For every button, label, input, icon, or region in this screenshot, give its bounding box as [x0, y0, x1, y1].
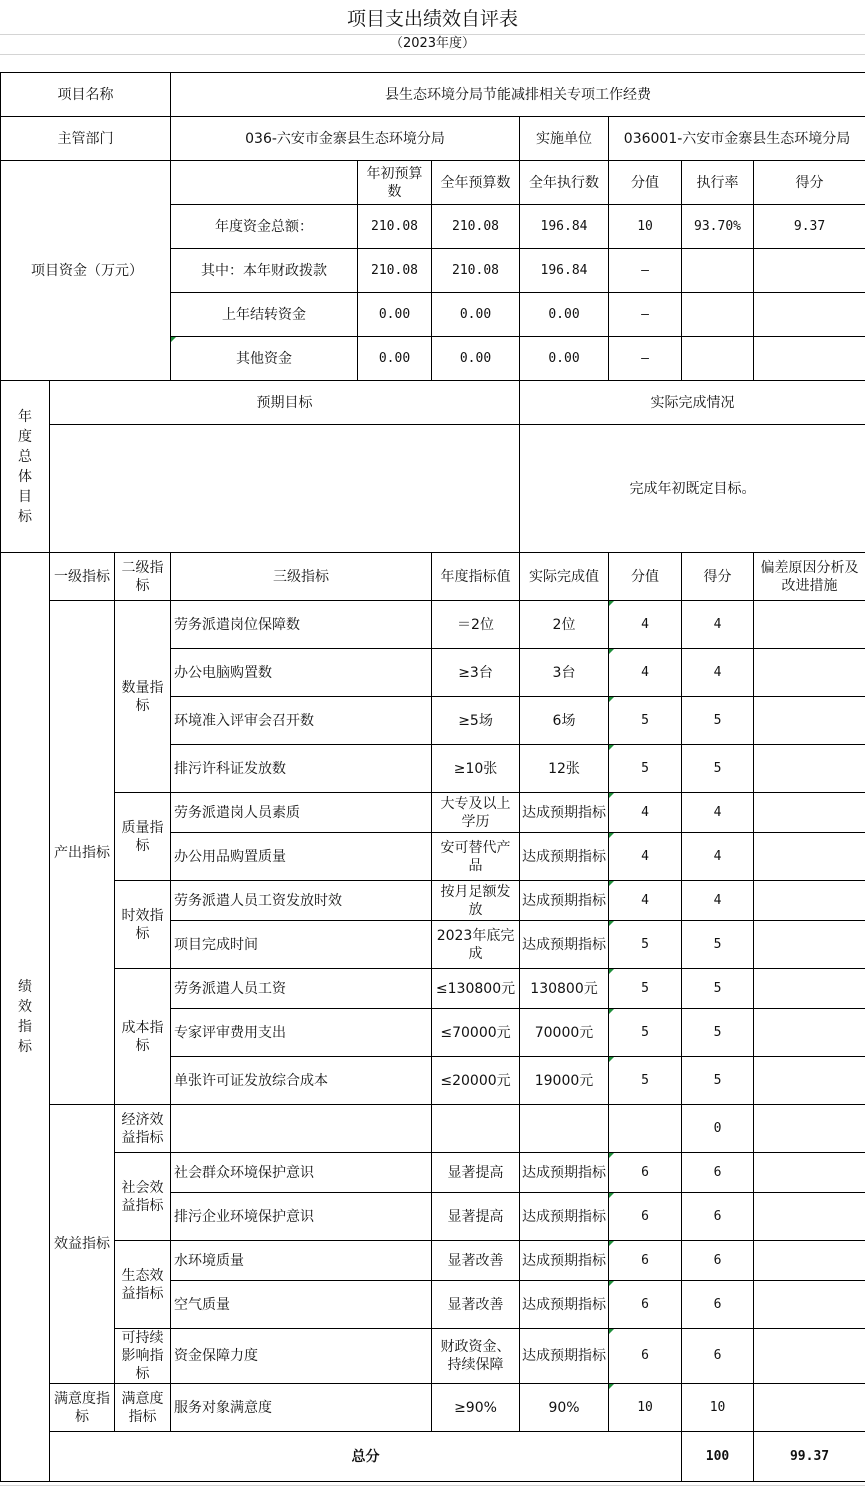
funds-cell: 0.00	[432, 337, 520, 381]
indicator-header: 得分	[682, 553, 754, 601]
total-score: 100	[682, 1432, 754, 1482]
funds-row-label: 其中：本年财政拨款	[171, 249, 358, 293]
indicator-header: 实际完成值	[520, 553, 609, 601]
indicator-actual: 达成预期指标	[520, 1329, 609, 1384]
indicator-score	[609, 1105, 682, 1153]
indicator-note	[754, 1153, 865, 1193]
indicator-name: 资金保障力度	[171, 1329, 432, 1384]
indicator-actual: 19000元	[520, 1057, 609, 1105]
indicator-target: ≥90%	[432, 1384, 520, 1432]
sheet-title: 项目支出绩效自评表	[346, 8, 518, 30]
indicator-note	[754, 1281, 865, 1329]
indicator-actual: 达成预期指标	[520, 833, 609, 881]
indicator-got: 0	[682, 1105, 754, 1153]
indicator-got: 5	[682, 921, 754, 969]
funds-cell: 0.00	[358, 293, 432, 337]
indicator-actual: 2位	[520, 601, 609, 649]
indicator-name: 环境准入评审会召开数	[171, 697, 432, 745]
indicator-got: 5	[682, 1009, 754, 1057]
indicator-note	[754, 1057, 865, 1105]
funds-cell	[682, 249, 754, 293]
funds-cell: 210.08	[358, 205, 432, 249]
indicator-actual: 达成预期指标	[520, 1281, 609, 1329]
indicator-note	[754, 1193, 865, 1241]
grid-line	[0, 34, 865, 35]
dept-label: 主管部门	[1, 117, 171, 161]
indicator-got: 6	[682, 1153, 754, 1193]
indicator-note	[754, 1009, 865, 1057]
indicator-actual: 达成预期指标	[520, 1153, 609, 1193]
indicator-name: 劳务派遣人员工资	[171, 969, 432, 1009]
indicator-score: 4	[609, 601, 682, 649]
funds-cell: 210.08	[432, 205, 520, 249]
level2-timeliness: 时效指标	[115, 881, 171, 969]
funds-header: 全年执行数	[520, 161, 609, 205]
indicator-header: 年度指标值	[432, 553, 520, 601]
indicator-note	[754, 833, 865, 881]
performance-indicator-label: 绩效指标	[1, 553, 50, 1482]
expected-goal-header: 预期目标	[50, 381, 520, 425]
indicator-score: 10	[609, 1384, 682, 1432]
funds-header: 分值	[609, 161, 682, 205]
indicator-got: 5	[682, 697, 754, 745]
indicator-name: 专家评审费用支出	[171, 1009, 432, 1057]
indicator-score: 6	[609, 1193, 682, 1241]
level2-sustainable: 可持续影响指标	[115, 1329, 171, 1384]
indicator-score: 4	[609, 793, 682, 833]
indicator-name: 劳务派遣岗人员素质	[171, 793, 432, 833]
level1-satisfaction: 满意度指标	[50, 1384, 115, 1432]
indicator-got: 5	[682, 1057, 754, 1105]
indicator-target: ＝2位	[432, 601, 520, 649]
indicator-actual: 12张	[520, 745, 609, 793]
level2-quality: 质量指标	[115, 793, 171, 881]
indicator-name	[171, 1105, 432, 1153]
indicator-score: 6	[609, 1281, 682, 1329]
funds-cell: 196.84	[520, 249, 609, 293]
indicator-name: 服务对象满意度	[171, 1384, 432, 1432]
indicator-got: 6	[682, 1281, 754, 1329]
total-label: 总分	[50, 1432, 682, 1482]
level2-social: 社会效益指标	[115, 1153, 171, 1241]
self-evaluation-table	[0, 72, 865, 1482]
sheet-subtitle: （2023年度）	[389, 36, 476, 51]
indicator-score: 5	[609, 697, 682, 745]
funds-cell: 0.00	[520, 293, 609, 337]
grid-line	[0, 1485, 865, 1486]
indicator-actual: 达成预期指标	[520, 881, 609, 921]
level2-ecological: 生态效益指标	[115, 1241, 171, 1329]
indicator-score: 5	[609, 969, 682, 1009]
indicator-note	[754, 1384, 865, 1432]
indicator-got: 4	[682, 601, 754, 649]
funds-cell: 9.37	[754, 205, 865, 249]
indicator-score: 5	[609, 921, 682, 969]
funds-cell	[682, 293, 754, 337]
funds-cell: —	[609, 293, 682, 337]
indicator-got: 5	[682, 969, 754, 1009]
indicator-name: 社会群众环境保护意识	[171, 1153, 432, 1193]
level2-cost: 成本指标	[115, 969, 171, 1105]
indicator-got: 6	[682, 1193, 754, 1241]
indicator-note	[754, 881, 865, 921]
indicator-note	[754, 649, 865, 697]
indicator-target: 安可替代产品	[432, 833, 520, 881]
impl-label: 实施单位	[520, 117, 609, 161]
funds-cell: 0.00	[358, 337, 432, 381]
indicator-note	[754, 969, 865, 1009]
funds-cell: 196.84	[520, 205, 609, 249]
funds-cell: 0.00	[520, 337, 609, 381]
actual-result-header: 实际完成情况	[520, 381, 865, 425]
actual-result-value: 完成年初既定目标。	[520, 425, 865, 553]
indicator-header: 分值	[609, 553, 682, 601]
funds-cell	[754, 337, 865, 381]
indicator-actual: 达成预期指标	[520, 1241, 609, 1281]
indicator-note	[754, 1105, 865, 1153]
grid-line	[0, 54, 865, 55]
indicator-score: 4	[609, 649, 682, 697]
indicator-actual: 达成预期指标	[520, 1193, 609, 1241]
indicator-got: 4	[682, 833, 754, 881]
indicator-target: 显著改善	[432, 1241, 520, 1281]
funds-header: 全年预算数	[432, 161, 520, 205]
indicator-score: 6	[609, 1153, 682, 1193]
indicator-target: ≤130800元	[432, 969, 520, 1009]
indicator-target: ≥3台	[432, 649, 520, 697]
indicator-target: 财政资金、持续保障	[432, 1329, 520, 1384]
indicator-name: 劳务派遣岗位保障数	[171, 601, 432, 649]
funds-cell: 93.70%	[682, 205, 754, 249]
funds-header: 得分	[754, 161, 865, 205]
annual-goal-label: 年度总体目标	[1, 381, 50, 553]
indicator-score: 6	[609, 1241, 682, 1281]
level2-quantity: 数量指标	[115, 601, 171, 793]
funds-cell	[682, 337, 754, 381]
indicator-target: ≥5场	[432, 697, 520, 745]
funds-header: 年初预算数	[358, 161, 432, 205]
indicator-actual: 3台	[520, 649, 609, 697]
indicator-got: 6	[682, 1329, 754, 1384]
indicator-header: 一级指标	[50, 553, 115, 601]
indicator-target: 按月足额发放	[432, 881, 520, 921]
indicator-got: 4	[682, 649, 754, 697]
funds-cell: —	[609, 249, 682, 293]
indicator-target: 2023年底完成	[432, 921, 520, 969]
funds-cell	[754, 293, 865, 337]
funds-row-label: 其他资金	[171, 337, 358, 381]
indicator-header: 偏差原因分析及改进措施	[754, 553, 865, 601]
indicator-name: 空气质量	[171, 1281, 432, 1329]
indicator-note	[754, 601, 865, 649]
funds-header-blank	[171, 161, 358, 205]
indicator-note	[754, 793, 865, 833]
indicator-note	[754, 921, 865, 969]
project-name-label: 项目名称	[1, 73, 171, 117]
indicator-got: 6	[682, 1241, 754, 1281]
indicator-note	[754, 745, 865, 793]
funds-label: 项目资金（万元）	[1, 161, 171, 381]
indicator-actual: 130800元	[520, 969, 609, 1009]
funds-header: 执行率	[682, 161, 754, 205]
indicator-header: 二级指标	[115, 553, 171, 601]
indicator-score: 4	[609, 881, 682, 921]
indicator-score: 5	[609, 745, 682, 793]
indicator-actual: 90%	[520, 1384, 609, 1432]
indicator-name: 水环境质量	[171, 1241, 432, 1281]
indicator-score: 5	[609, 1057, 682, 1105]
indicator-got: 4	[682, 793, 754, 833]
indicator-name: 办公用品购置质量	[171, 833, 432, 881]
funds-cell: 210.08	[358, 249, 432, 293]
funds-cell: —	[609, 337, 682, 381]
funds-cell: 210.08	[432, 249, 520, 293]
total-got: 99.37	[754, 1432, 865, 1482]
indicator-target: 显著提高	[432, 1153, 520, 1193]
indicator-got: 4	[682, 881, 754, 921]
indicator-name: 项目完成时间	[171, 921, 432, 969]
indicator-target	[432, 1105, 520, 1153]
indicator-name: 排污企业环境保护意识	[171, 1193, 432, 1241]
indicator-note	[754, 697, 865, 745]
indicator-name: 办公电脑购置数	[171, 649, 432, 697]
indicator-score: 5	[609, 1009, 682, 1057]
funds-row-label: 上年结转资金	[171, 293, 358, 337]
indicator-note	[754, 1329, 865, 1384]
indicator-name: 单张许可证发放综合成本	[171, 1057, 432, 1105]
funds-row-label: 年度资金总额：	[171, 205, 358, 249]
indicator-target: ≥10张	[432, 745, 520, 793]
level1-benefit: 效益指标	[50, 1105, 115, 1384]
indicator-note	[754, 1241, 865, 1281]
impl-value: 036001-六安市金寨县生态环境分局	[609, 117, 865, 161]
expected-goal-value	[50, 425, 520, 553]
indicator-target: ≤20000元	[432, 1057, 520, 1105]
level2-satisfaction: 满意度指标	[115, 1384, 171, 1432]
funds-cell: 0.00	[432, 293, 520, 337]
indicator-target: 大专及以上学历	[432, 793, 520, 833]
indicator-score: 6	[609, 1329, 682, 1384]
indicator-got: 10	[682, 1384, 754, 1432]
funds-cell	[754, 249, 865, 293]
project-name-value: 县生态环境分局节能减排相关专项工作经费	[171, 73, 865, 117]
indicator-name: 排污许科证发放数	[171, 745, 432, 793]
indicator-target: 显著改善	[432, 1281, 520, 1329]
indicator-actual: 6场	[520, 697, 609, 745]
indicator-actual: 达成预期指标	[520, 793, 609, 833]
indicator-target: ≤70000元	[432, 1009, 520, 1057]
indicator-actual: 达成预期指标	[520, 921, 609, 969]
indicator-got: 5	[682, 745, 754, 793]
indicator-score: 4	[609, 833, 682, 881]
level1-output: 产出指标	[50, 601, 115, 1105]
level2-economic: 经济效益指标	[115, 1105, 171, 1153]
indicator-target: 显著提高	[432, 1193, 520, 1241]
dept-value: 036-六安市金寨县生态环境分局	[171, 117, 520, 161]
funds-cell: 10	[609, 205, 682, 249]
indicator-header: 三级指标	[171, 553, 432, 601]
indicator-actual	[520, 1105, 609, 1153]
indicator-name: 劳务派遣人员工资发放时效	[171, 881, 432, 921]
indicator-actual: 70000元	[520, 1009, 609, 1057]
